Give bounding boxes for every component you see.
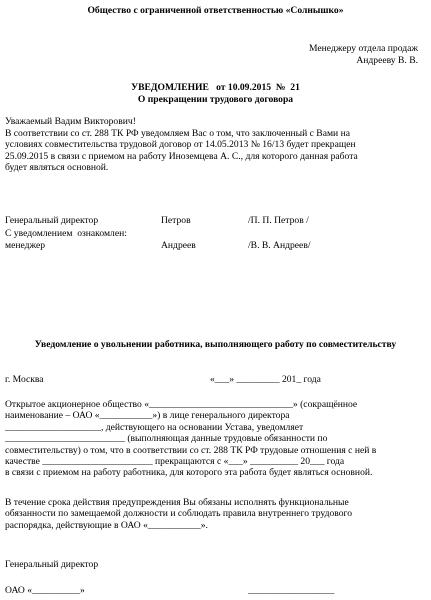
body-line: условиях совместительства трудовой договор от 14.05.2013 № 16/13 будет прекращен [5,139,356,151]
paragraph-line: обязанности по замещаемой должности и соблюдать правила внутреннего трудового [5,508,353,520]
notice-body [5,128,425,174]
body-line: В соответствии со ст. 288 ТК РФ уведомляем Вас о том, что заключенный с Вами на [5,128,350,139]
body-line: будет являться основной. [5,162,109,174]
city: г. Москва [5,374,44,385]
recipient-name: Андрееву В. В. [356,55,418,66]
paragraph-line: _________________________ (выполняющая данные трудовые обязанности по [5,433,328,445]
doc2-director: Генеральный директор [5,559,99,570]
ack-full: /В. В. Андреев/ [248,240,311,251]
doc2-org-signature: ОАО «__________» [5,585,85,596]
paragraph-line: В течение срока действия предупреждения Вы обязаны исполнять функциональные [5,497,349,508]
doc2-title: Уведомление о увольнении работника, выполняющего работу по совместительству [34,339,397,350]
date-line: «___» _________ 201_ года [210,374,321,385]
ack-name: Андреев [161,240,196,251]
company-header: Общество с ограниченной ответственностью «Солнышко» [87,5,344,16]
recipient-position: Менеджеру отдела продаж [309,43,418,54]
body-line: 25.09.2015 в связи с приемом на работу Иноземцева А. С., для которого данная работа [5,150,358,162]
paragraph-line: качестве _______________________ прекращаются с «___» __________ 20___ года [5,456,345,468]
paragraph-line: совместительству) о том, что в соответствии со ст. 288 ТК РФ трудовые отношения с ней в [5,444,377,456]
greeting: Уважаемый Вадим Викторович! [5,116,136,127]
signer-full: /П. П. Петров / [248,215,309,226]
doc2-paragraph-1 [5,399,425,479]
paragraph-line: распорядка, действующие в ОАО «___________». [5,519,208,531]
paragraph-line: в связи с приемом на работу работника, для которого эта работа будет являться основной. [5,467,373,479]
ack-label: С уведомлением ознакомлен: [5,228,127,239]
doc2-paragraph-2 [5,497,425,531]
ack-role: менеджер [5,240,46,251]
signer-name: Петров [161,215,191,226]
notice-subtitle: О прекращении трудового договора [137,94,294,105]
paragraph-line: ____________________, действующего на основании Устава, уведомляет [5,421,304,433]
paragraph-line: Открытое акционерное общество «______________________________» (сокращённое [5,399,358,410]
signer-role: Генеральный директор [5,215,99,226]
doc2-signature-line: __________________ [248,585,335,596]
notice-title: УВЕДОМЛЕНИЕ от 10.09.2015 № 21 [131,82,300,93]
paragraph-line: наименование – ОАО «___________») в лице генерального директора [5,410,290,422]
